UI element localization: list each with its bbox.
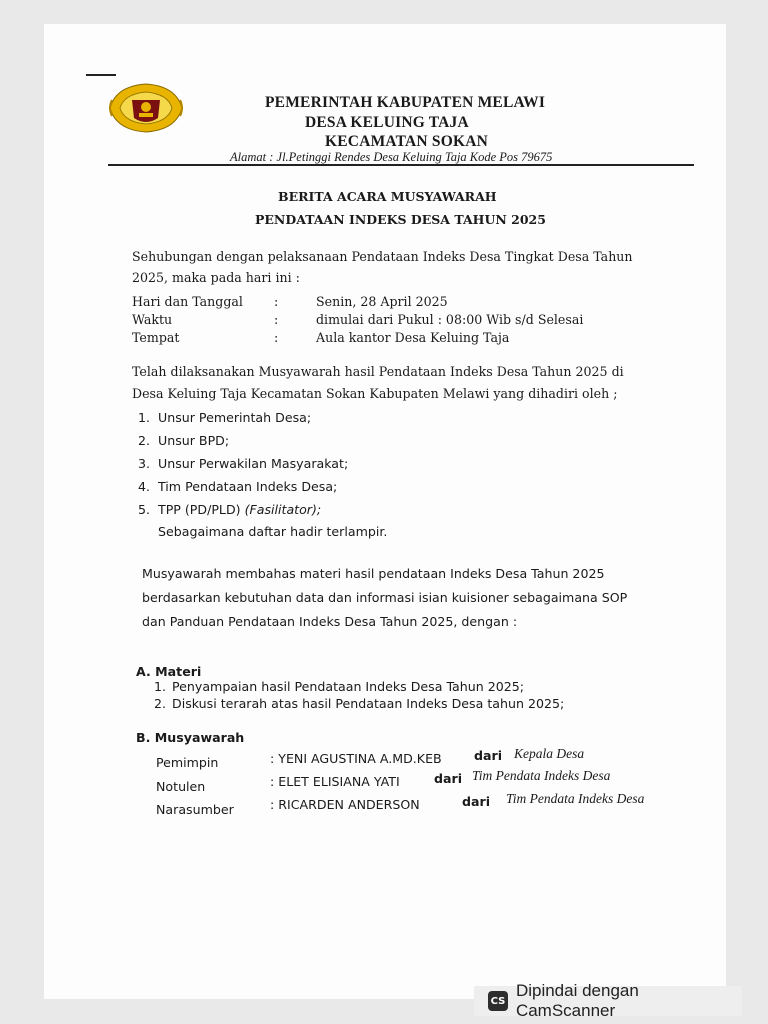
list-item-number: 4. <box>138 479 151 494</box>
para2-line-2: Desa Keluing Taja Kecamatan Sokan Kabupaten Melawi yang dihadiri oleh ; <box>132 386 618 401</box>
detail-value: Senin, 28 April 2025 <box>316 294 448 309</box>
detail-label: Tempat <box>132 330 180 345</box>
list-item: Tim Pendataan Indeks Desa; <box>158 479 338 494</box>
camscanner-icon: CS <box>488 991 508 1011</box>
watermark-text: Dipindai dengan CamScanner <box>515 981 639 1020</box>
scanner-watermark <box>474 981 742 1020</box>
list-item: Unsur Pemerintah Desa; <box>158 410 312 425</box>
regency-emblem-icon <box>106 80 186 136</box>
list-item: Unsur Perwakilan Masyarakat; <box>158 456 349 471</box>
detail-separator: : <box>274 330 279 345</box>
participant-name: : RICARDEN ANDERSON <box>270 797 420 812</box>
participant-dari: dari <box>462 794 491 809</box>
participant-position: Tim Pendata Indeks Desa <box>506 791 645 806</box>
list-item: Unsur BPD; <box>158 433 230 448</box>
participant-position: Tim Pendata Indeks Desa <box>472 768 611 783</box>
detail-value: Aula kantor Desa Keluing Taja <box>316 330 510 345</box>
doc-title-line-1: BERITA ACARA MUSYAWARAH <box>278 189 497 204</box>
participant-position: Kepala Desa <box>514 746 585 761</box>
document-page <box>44 24 726 999</box>
detail-label: Hari dan Tanggal <box>132 294 243 309</box>
header-address: Alamat : Jl.Petinggi Rendes Desa Keluing Taja Kode Pos 79675 <box>230 150 553 164</box>
letterhead-rule <box>108 164 694 166</box>
header-short-rule <box>86 74 116 76</box>
list-item: Diskusi terarah atas hasil Pendataan Indeks Desa tahun 2025; <box>172 696 565 711</box>
list-item-number: 5. <box>138 502 151 517</box>
list-item-number: 2. <box>154 696 167 711</box>
list-item-number: 3. <box>138 456 151 471</box>
doc-title-line-2: PENDATAAN INDEKS DESA TAHUN 2025 <box>255 212 546 227</box>
intro-line-2: 2025, maka pada hari ini : <box>132 270 300 285</box>
section-b-heading: B. Musyawarah <box>136 730 245 745</box>
list-item-number: 2. <box>138 433 151 448</box>
participant-name: : ELET ELISIANA YATI <box>270 774 400 789</box>
participant-role: Narasumber <box>156 802 234 817</box>
detail-label: Waktu <box>132 312 173 327</box>
detail-separator: : <box>274 312 279 327</box>
list-item-number: 1. <box>138 410 151 425</box>
para2-line-1: Telah dilaksanakan Musyawarah hasil Pendataan Indeks Desa Tahun 2025 di <box>132 364 624 379</box>
attendance-note: Sebagaimana daftar hadir terlampir. <box>158 524 388 539</box>
list-item-italic: (Fasilitator); <box>244 502 322 517</box>
participant-dari: dari <box>434 771 463 786</box>
para3-line-2: berdasarkan kebutuhan data dan informasi isian kuisioner sebagaimana SOP <box>142 590 628 605</box>
para3-line-3: dan Panduan Pendataan Indeks Desa Tahun 2025, dengan : <box>142 614 518 629</box>
detail-separator: : <box>274 294 279 309</box>
section-a-heading: A. Materi <box>136 664 202 679</box>
list-item <box>158 502 321 517</box>
para3-line-1: Musyawarah membahas materi hasil pendataan Indeks Desa Tahun 2025 <box>142 566 605 581</box>
header-line-3: KECAMATAN SOKAN <box>325 133 489 150</box>
header-line-2: DESA KELUING TAJA <box>305 114 469 131</box>
participant-role: Notulen <box>156 779 206 794</box>
detail-value: dimulai dari Pukul : 08:00 Wib s/d Selesai <box>316 312 584 327</box>
list-item-number: 1. <box>154 679 167 694</box>
list-item: Penyampaian hasil Pendataan Indeks Desa Tahun 2025; <box>172 679 525 694</box>
intro-line-1: Sehubungan dengan pelaksanaan Pendataan Indeks Desa Tingkat Desa Tahun <box>132 249 633 264</box>
list-item-text: TPP (PD/PLD) <box>158 502 241 517</box>
participant-role: Pemimpin <box>156 755 219 770</box>
header-line-1: PEMERINTAH KABUPATEN MELAWI <box>265 94 546 111</box>
participant-name: : YENI AGUSTINA A.MD.KEB <box>270 751 442 766</box>
participant-dari: dari <box>474 748 503 763</box>
